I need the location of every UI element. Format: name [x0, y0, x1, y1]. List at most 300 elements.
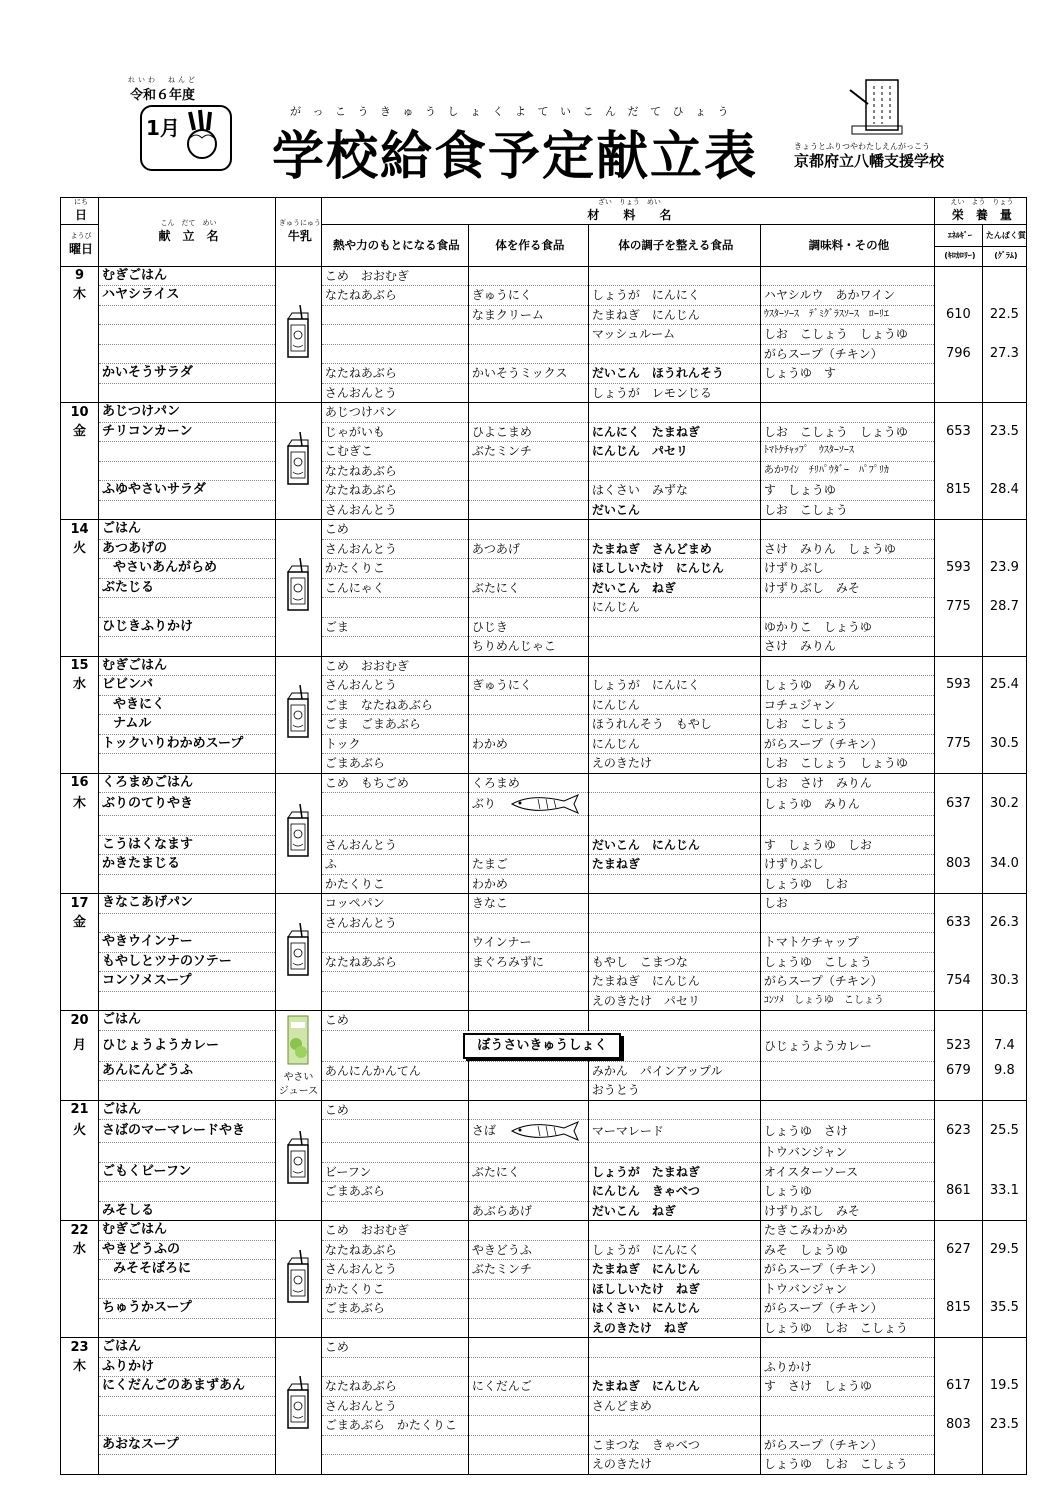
energy-value: 623: [934, 1120, 982, 1143]
dish-name: [99, 1455, 276, 1475]
protein-value: [982, 991, 1026, 1011]
table-row: [61, 1201, 1027, 1221]
seasoning: ｺﾝｿﾒ しょうゆ こしょう: [760, 991, 934, 1011]
kakizome-icon: [846, 76, 908, 138]
seasoning: しお こしょう しょうゆ: [760, 754, 934, 774]
fish-icon: [508, 1120, 588, 1142]
body-food: [468, 1396, 588, 1416]
energy-food: [321, 734, 468, 754]
condition-food: [588, 617, 760, 637]
condition-food: [588, 874, 760, 894]
condition-food: [588, 364, 760, 384]
day-cell: [61, 461, 99, 481]
condition-food: [588, 894, 760, 914]
milk-cell: [276, 656, 322, 773]
table-row: [61, 656, 1027, 676]
day-cell: [61, 364, 99, 384]
protein-value: 19.5: [982, 1377, 1026, 1397]
ingredient-text: にくだんご: [471, 1379, 532, 1394]
dish-name: [99, 305, 276, 325]
day-cell: [61, 734, 99, 754]
day-cell: [61, 1260, 99, 1280]
energy-food: [321, 1011, 468, 1031]
dish-name: [99, 1182, 276, 1202]
body-food: [468, 1357, 588, 1377]
energy-food: [321, 1143, 468, 1163]
ingredient-text: えのきたけ: [591, 756, 652, 771]
body-food: [468, 1416, 588, 1436]
table-row: [61, 1396, 1027, 1416]
dish-name: [99, 1081, 276, 1101]
energy-value: 803: [934, 1416, 982, 1436]
energy-food: [321, 991, 468, 1011]
table-row: [61, 481, 1027, 501]
protein-value: [982, 1338, 1026, 1358]
condition-food: [588, 520, 760, 540]
condition-food: [588, 754, 760, 774]
energy-food: [321, 481, 468, 501]
table-row: [61, 1299, 1027, 1319]
ingredient-text: こむぎこ: [324, 444, 373, 459]
protein-value: [982, 695, 1026, 715]
energy-food: [321, 598, 468, 618]
ingredient-text: こめ: [324, 522, 349, 537]
dish-name: ナムル: [99, 715, 276, 735]
body-food: [468, 578, 588, 598]
header-weekday: ようび 曜日: [61, 225, 99, 267]
energy-value: 754: [934, 972, 982, 992]
seasoning: けずりぶし みそ: [760, 1201, 934, 1221]
condition-food: [588, 913, 760, 933]
day-cell: [61, 754, 99, 774]
energy-food: [321, 344, 468, 364]
dish-name: ぶりのてりやき: [99, 793, 276, 816]
dish-name: ひじきふりかけ: [99, 617, 276, 637]
body-food: [468, 1221, 588, 1241]
header-milk: ぎゅうにゅう 牛乳: [276, 198, 322, 267]
table-row: [61, 286, 1027, 306]
day-cell: [61, 442, 99, 462]
body-food: [468, 1435, 588, 1455]
condition-food: [588, 1435, 760, 1455]
condition-food: [588, 481, 760, 501]
energy-value: [934, 617, 982, 637]
table-row: [61, 383, 1027, 403]
seasoning: たきこみわかめ: [760, 1221, 934, 1241]
protein-value: 26.3: [982, 913, 1026, 933]
protein-value: [982, 1455, 1026, 1475]
fiscal-year: 令和６年度: [130, 88, 196, 103]
protein-value: [982, 383, 1026, 403]
energy-value: 803: [934, 855, 982, 875]
energy-value: 861: [934, 1182, 982, 1202]
body-food: [468, 1455, 588, 1475]
condition-food: [588, 773, 760, 793]
ingredient-text: ぎゅうにく: [471, 678, 532, 693]
condition-food: [588, 578, 760, 598]
day-cell: [61, 972, 99, 992]
condition-food: [588, 539, 760, 559]
condition-food: [588, 1260, 760, 1280]
dish-name: [99, 991, 276, 1011]
protein-value: [982, 835, 1026, 855]
dish-name: かきたまじる: [99, 855, 276, 875]
energy-value: 775: [934, 734, 982, 754]
energy-food: [321, 500, 468, 520]
protein-value: [982, 617, 1026, 637]
weekday: 水: [61, 676, 99, 696]
energy-value: [934, 1100, 982, 1120]
fish-icon: [508, 793, 588, 815]
energy-value: [934, 1279, 982, 1299]
header-dish: こん だて めい 献 立 名: [99, 198, 276, 267]
ingredient-text: ほうれんそう もやし: [591, 717, 712, 732]
energy-value: [934, 715, 982, 735]
milk-cell: [276, 1338, 322, 1475]
table-row: [61, 637, 1027, 657]
ingredient-text: なたねあぶら: [324, 366, 397, 381]
energy-food: [321, 933, 468, 953]
condition-food: [588, 559, 760, 579]
seasoning: ゆかりこ しょうゆ: [760, 617, 934, 637]
body-food: [468, 1182, 588, 1202]
protein-value: [982, 754, 1026, 774]
energy-food: [321, 1221, 468, 1241]
protein-value: [982, 952, 1026, 972]
body-food: [468, 816, 588, 836]
protein-value: [982, 1011, 1026, 1031]
ingredient-text: かいそうミックス: [471, 366, 568, 381]
ingredient-text: にんじん: [591, 736, 640, 751]
energy-food: [321, 1279, 468, 1299]
weekday: 金: [61, 913, 99, 933]
milk-cell: [276, 773, 322, 894]
protein-value: [982, 1435, 1026, 1455]
day-cell: [61, 305, 99, 325]
header-energy-food: 熱や力のもとになる食品: [321, 225, 468, 267]
energy-value: 815: [934, 1299, 982, 1319]
energy-food: [321, 816, 468, 836]
header-nutrition: えい よう りょう 栄 養 量: [934, 198, 1026, 225]
seasoning: けずりぶし みそ: [760, 578, 934, 598]
day-cell: [61, 481, 99, 501]
day-cell: [61, 1081, 99, 1101]
seasoning: [760, 1011, 934, 1031]
energy-value: [934, 1357, 982, 1377]
day-cell: [61, 1143, 99, 1163]
protein-value: 30.3: [982, 972, 1026, 992]
protein-value: 27.3: [982, 344, 1026, 364]
ingredient-text: こめ: [324, 1340, 349, 1355]
energy-value: [934, 894, 982, 914]
dish-name: [99, 1416, 276, 1436]
condition-food: [588, 676, 760, 696]
dish-name: コンソメスープ: [99, 972, 276, 992]
protein-value: [982, 656, 1026, 676]
seasoning: あかﾜｲﾝ ﾁﾘﾊﾟｳﾀﾞｰ ﾊﾟﾌﾟﾘｶ: [760, 461, 934, 481]
protein-value: [982, 1081, 1026, 1101]
energy-value: [934, 773, 982, 793]
condition-food: [588, 715, 760, 735]
header-day: にち 日: [61, 198, 99, 225]
condition-food: [588, 734, 760, 754]
ingredient-text: あつあげ: [471, 541, 520, 556]
protein-value: [982, 266, 1026, 286]
table-row: [61, 266, 1027, 286]
energy-food: [321, 1318, 468, 1338]
energy-food: [321, 1435, 468, 1455]
protein-value: 9.8: [982, 1061, 1026, 1081]
seasoning: [760, 266, 934, 286]
protein-value: [982, 1143, 1026, 1163]
day-cell: [61, 816, 99, 836]
milk-cell: [276, 1011, 322, 1101]
ingredient-text: にんじん: [591, 600, 640, 615]
ingredient-text: あぶらあげ: [471, 1203, 532, 1218]
ingredient-text: こめ おおむぎ: [324, 658, 409, 673]
condition-food: [588, 1279, 760, 1299]
ingredient-text: なまクリーム: [471, 307, 544, 322]
energy-value: [934, 383, 982, 403]
dish-name: さばのマーマレードやき: [99, 1120, 276, 1143]
protein-value: [982, 1100, 1026, 1120]
dish-name: [99, 1279, 276, 1299]
dish-name: [99, 874, 276, 894]
body-food: [468, 442, 588, 462]
month-label: 1月: [146, 116, 180, 140]
table-row: [61, 754, 1027, 774]
dish-name: みそそぼろに: [99, 1260, 276, 1280]
condition-food: [588, 991, 760, 1011]
day-number: 9: [61, 266, 99, 286]
body-food: [468, 676, 588, 696]
energy-food: [321, 695, 468, 715]
seasoning: トウバンジャン: [760, 1143, 934, 1163]
table-row: [61, 1221, 1027, 1241]
energy-value: 775: [934, 598, 982, 618]
milk-cell: [276, 266, 322, 403]
energy-food: [321, 1455, 468, 1475]
protein-value: 25.4: [982, 676, 1026, 696]
ingredient-text: ごまあぶら: [324, 756, 385, 771]
body-food: [468, 656, 588, 676]
ingredient-text: ふ: [324, 857, 337, 872]
condition-food: [588, 403, 760, 423]
dish-name: もやしとツナのソテー: [99, 952, 276, 972]
table-row: [61, 305, 1027, 325]
dish-name: ごもくビーフン: [99, 1162, 276, 1182]
energy-value: [934, 835, 982, 855]
energy-value: [934, 500, 982, 520]
dish-name: [99, 637, 276, 657]
body-food: [468, 855, 588, 875]
ingredient-text: なたねあぶら: [324, 463, 397, 478]
condition-food: [588, 695, 760, 715]
school-ruby: きょうとふりつやわたしえんがっこう: [794, 142, 930, 151]
dish-name: みそしる: [99, 1201, 276, 1221]
milk-cell: [276, 1221, 322, 1338]
energy-food: [321, 637, 468, 657]
seasoning: [760, 1338, 934, 1358]
protein-value: [982, 1279, 1026, 1299]
header-protein: たんぱく質: [982, 225, 1026, 247]
energy-food: [321, 773, 468, 793]
body-food: [468, 734, 588, 754]
school-name: 京都府立八幡支援学校: [794, 152, 945, 170]
table-row: [61, 578, 1027, 598]
body-food: [468, 325, 588, 345]
condition-food: [588, 1081, 760, 1101]
energy-food: [321, 1100, 468, 1120]
body-food: [468, 793, 588, 816]
table-row: [61, 1357, 1027, 1377]
energy-food: [321, 286, 468, 306]
body-food: [468, 1240, 588, 1260]
ingredient-text: ぶたにく: [471, 580, 520, 595]
energy-value: [934, 1221, 982, 1241]
body-food: [468, 1143, 588, 1163]
table-row: [61, 1240, 1027, 1260]
day-number: 15: [61, 656, 99, 676]
day-cell: [61, 598, 99, 618]
protein-value: 34.0: [982, 855, 1026, 875]
table-row: [61, 816, 1027, 836]
energy-value: [934, 1455, 982, 1475]
condition-food: [588, 383, 760, 403]
day-cell: [61, 344, 99, 364]
protein-value: 35.5: [982, 1299, 1026, 1319]
ingredient-text: さんおんとう: [324, 502, 397, 517]
protein-value: [982, 1162, 1026, 1182]
energy-food: [321, 1201, 468, 1221]
condition-food: [588, 266, 760, 286]
ingredient-text: ぶたにく: [471, 1164, 520, 1179]
seasoning: さけ みりん しょうゆ: [760, 539, 934, 559]
energy-value: 593: [934, 676, 982, 696]
ingredient-text: にんにく たまねぎ: [591, 424, 700, 439]
milk-carton-icon: [286, 1376, 310, 1430]
seasoning: [760, 520, 934, 540]
protein-value: 29.5: [982, 1240, 1026, 1260]
protein-value: [982, 539, 1026, 559]
energy-food: [321, 952, 468, 972]
seasoning: トマトケチャップ: [760, 933, 934, 953]
energy-food: [321, 1338, 468, 1358]
energy-food: [321, 461, 468, 481]
ingredient-text: くろまめ: [471, 775, 520, 790]
energy-value: [934, 1396, 982, 1416]
condition-food: [588, 1396, 760, 1416]
ingredient-text: えのきたけ ねぎ: [591, 1320, 688, 1335]
milk-carton-icon: [286, 305, 310, 359]
dish-name: ひじょうようカレー: [99, 1030, 276, 1061]
day-cell: [61, 1396, 99, 1416]
table-row: [61, 1061, 1027, 1081]
energy-food: [321, 617, 468, 637]
day-cell: [61, 1182, 99, 1202]
ingredient-text: こめ: [324, 1102, 349, 1117]
body-food: [468, 598, 588, 618]
day-number: 14: [61, 520, 99, 540]
table-row: [61, 1260, 1027, 1280]
ingredient-text: だいこん: [591, 502, 640, 517]
day-cell: [61, 695, 99, 715]
ingredient-text: トック: [324, 736, 361, 751]
table-row: [61, 1416, 1027, 1436]
seasoning: しお こしょう しょうゆ: [760, 325, 934, 345]
condition-food: [588, 952, 760, 972]
seasoning: がらスープ（チキン）: [760, 734, 934, 754]
milk-carton-icon: [286, 432, 310, 486]
energy-food: [321, 676, 468, 696]
dish-name: [99, 754, 276, 774]
protein-value: [982, 894, 1026, 914]
body-food: [468, 637, 588, 657]
ingredient-text: しょうが たまねぎ: [591, 1164, 700, 1179]
body-food: [468, 344, 588, 364]
condition-food: [588, 500, 760, 520]
seasoning: トウバンジャン: [760, 1279, 934, 1299]
header-condition-food: 体の調子を整える食品: [588, 225, 760, 267]
ingredient-text: こめ おおむぎ: [324, 268, 409, 283]
body-food: [468, 1299, 588, 1319]
energy-value: [934, 578, 982, 598]
ingredient-text: こめ おおむぎ: [324, 1223, 409, 1238]
dish-name: [99, 461, 276, 481]
ingredient-text: たまねぎ にんじん: [591, 974, 700, 989]
energy-value: [934, 1201, 982, 1221]
table-row: [61, 855, 1027, 875]
seasoning: [760, 913, 934, 933]
condition-food: [588, 933, 760, 953]
protein-value: [982, 933, 1026, 953]
table-row: [61, 1318, 1027, 1338]
table-row: [61, 1338, 1027, 1358]
table-row: [61, 1081, 1027, 1101]
condition-food: [588, 1011, 760, 1031]
energy-food: [321, 656, 468, 676]
energy-value: 815: [934, 481, 982, 501]
table-row: [61, 1120, 1027, 1143]
energy-value: [934, 442, 982, 462]
protein-value: 28.4: [982, 481, 1026, 501]
body-food: [468, 1061, 588, 1081]
energy-value: [934, 754, 982, 774]
seasoning: さけ みりん: [760, 637, 934, 657]
seasoning: [760, 1061, 934, 1081]
body-food: [468, 874, 588, 894]
body-food: [468, 539, 588, 559]
condition-food: [588, 305, 760, 325]
seasoning: [760, 383, 934, 403]
day-cell: [61, 933, 99, 953]
seasoning: す しょうゆ: [760, 481, 934, 501]
day-cell: [61, 383, 99, 403]
body-food: [468, 1120, 588, 1143]
energy-food: [321, 1120, 468, 1143]
table-row: [61, 422, 1027, 442]
body-food: [468, 617, 588, 637]
energy-value: 637: [934, 793, 982, 816]
ingredient-text: ビーフン: [324, 1164, 372, 1179]
seasoning: [760, 598, 934, 618]
ingredient-text: かたくりこ: [324, 561, 385, 576]
condition-food: [588, 325, 760, 345]
protein-value: [982, 1201, 1026, 1221]
body-food: [468, 952, 588, 972]
table-row: [61, 933, 1027, 953]
energy-value: 627: [934, 1240, 982, 1260]
